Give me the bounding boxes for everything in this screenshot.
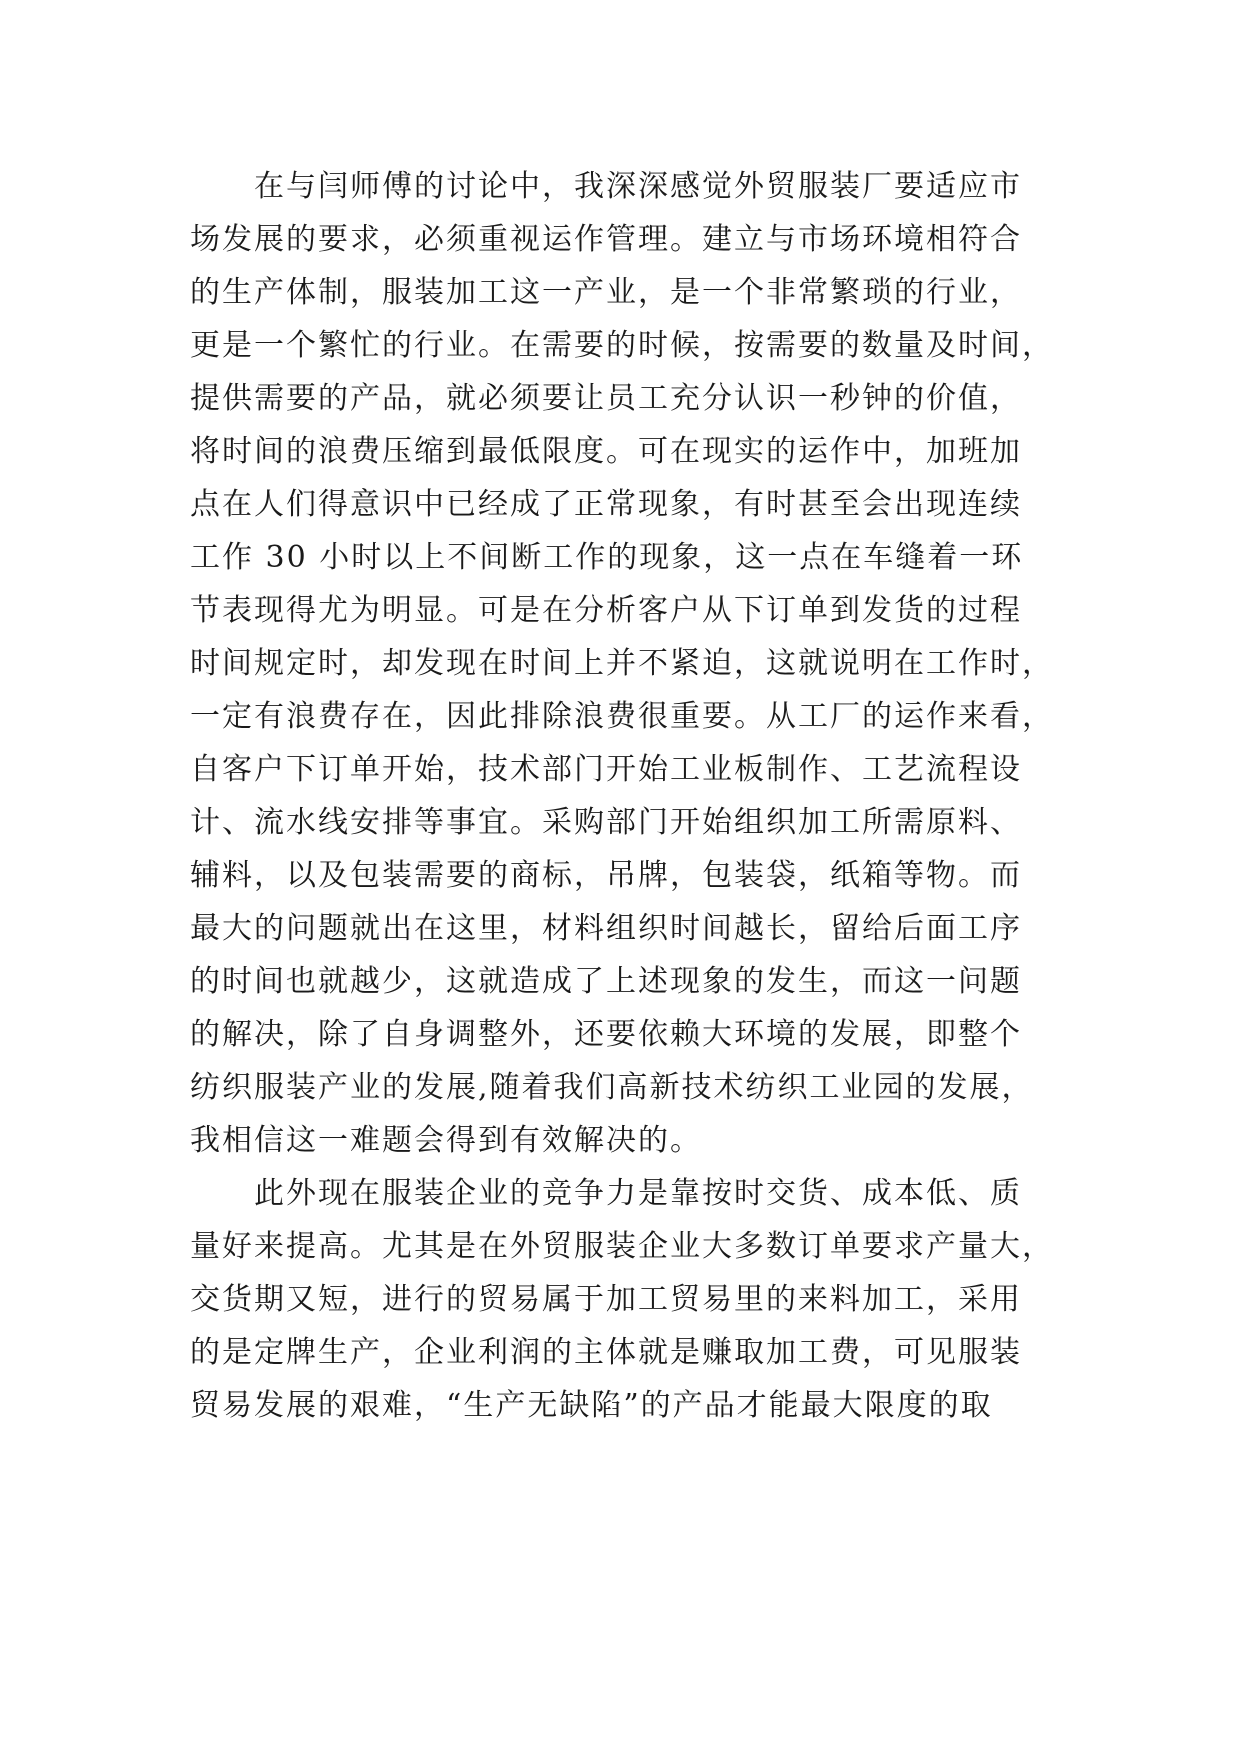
text-line: 提供需要的产品，就必须要让员工充分认识一秒钟的价值， (190, 381, 1022, 416)
paragraph-1 (190, 160, 1070, 1167)
text-line: 的解决，除了自身调整外，还要依赖大环境的发展，即整个 (190, 1017, 1022, 1052)
paragraph-2 (190, 1167, 1070, 1432)
document-body (190, 160, 1070, 1432)
text-line: 的时间也就越少，这就造成了上述现象的发生，而这一问题 (190, 964, 1022, 999)
text-line: 计、流水线安排等事宜。采购部门开始组织加工所需原料、 (190, 805, 1022, 840)
text-line: 量好来提高。尤其是在外贸服装企业大多数订单要求产量大， (190, 1229, 1054, 1264)
text-line: 一定有浪费存在，因此排除浪费很重要。从工厂的运作来看， (190, 699, 1054, 734)
text-line: 场发展的要求，必须重视运作管理。建立与市场环境相符合 (190, 222, 1022, 257)
text-line: 的是定牌生产，企业利润的主体就是赚取加工费，可见服装 (190, 1335, 1022, 1370)
text-line: 工作 30 小时以上不间断工作的现象，这一点在车缝着一环 (190, 540, 1024, 575)
text-line: 将时间的浪费压缩到最低限度。可在现实的运作中，加班加 (190, 434, 1022, 469)
text-line: 在与闫师傅的讨论中，我深深感觉外贸服装厂要适应市 (254, 169, 1022, 204)
text-line: 节表现得尤为明显。可是在分析客户从下订单到发货的过程 (190, 593, 1022, 628)
text-line: 更是一个繁忙的行业。在需要的时候，按需要的数量及时间， (190, 328, 1054, 363)
text-line: 贸易发展的艰难，“生产无缺陷”的产品才能最大限度的取 (190, 1388, 993, 1423)
text-line: 点在人们得意识中已经成了正常现象，有时甚至会出现连续 (190, 487, 1022, 522)
text-line: 自客户下订单开始，技术部门开始工业板制作、工艺流程设 (190, 752, 1022, 787)
text-line: 的生产体制，服装加工这一产业，是一个非常繁琐的行业， (190, 275, 1022, 310)
text-line: 最大的问题就出在这里，材料组织时间越长，留给后面工序 (190, 911, 1022, 946)
text-line: 时间规定时，却发现在时间上并不紧迫，这就说明在工作时， (190, 646, 1054, 681)
text-line: 交货期又短，进行的贸易属于加工贸易里的来料加工，采用 (190, 1282, 1022, 1317)
text-line: 纺织服装产业的发展,随着我们高新技术纺织工业园的发展， (190, 1070, 1034, 1105)
text-line: 辅料，以及包装需要的商标，吊牌，包装袋，纸箱等物。而 (190, 858, 1022, 893)
text-line: 我相信这一难题会得到有效解决的。 (190, 1123, 702, 1158)
text-line: 此外现在服装企业的竞争力是靠按时交货、成本低、质 (254, 1176, 1022, 1211)
